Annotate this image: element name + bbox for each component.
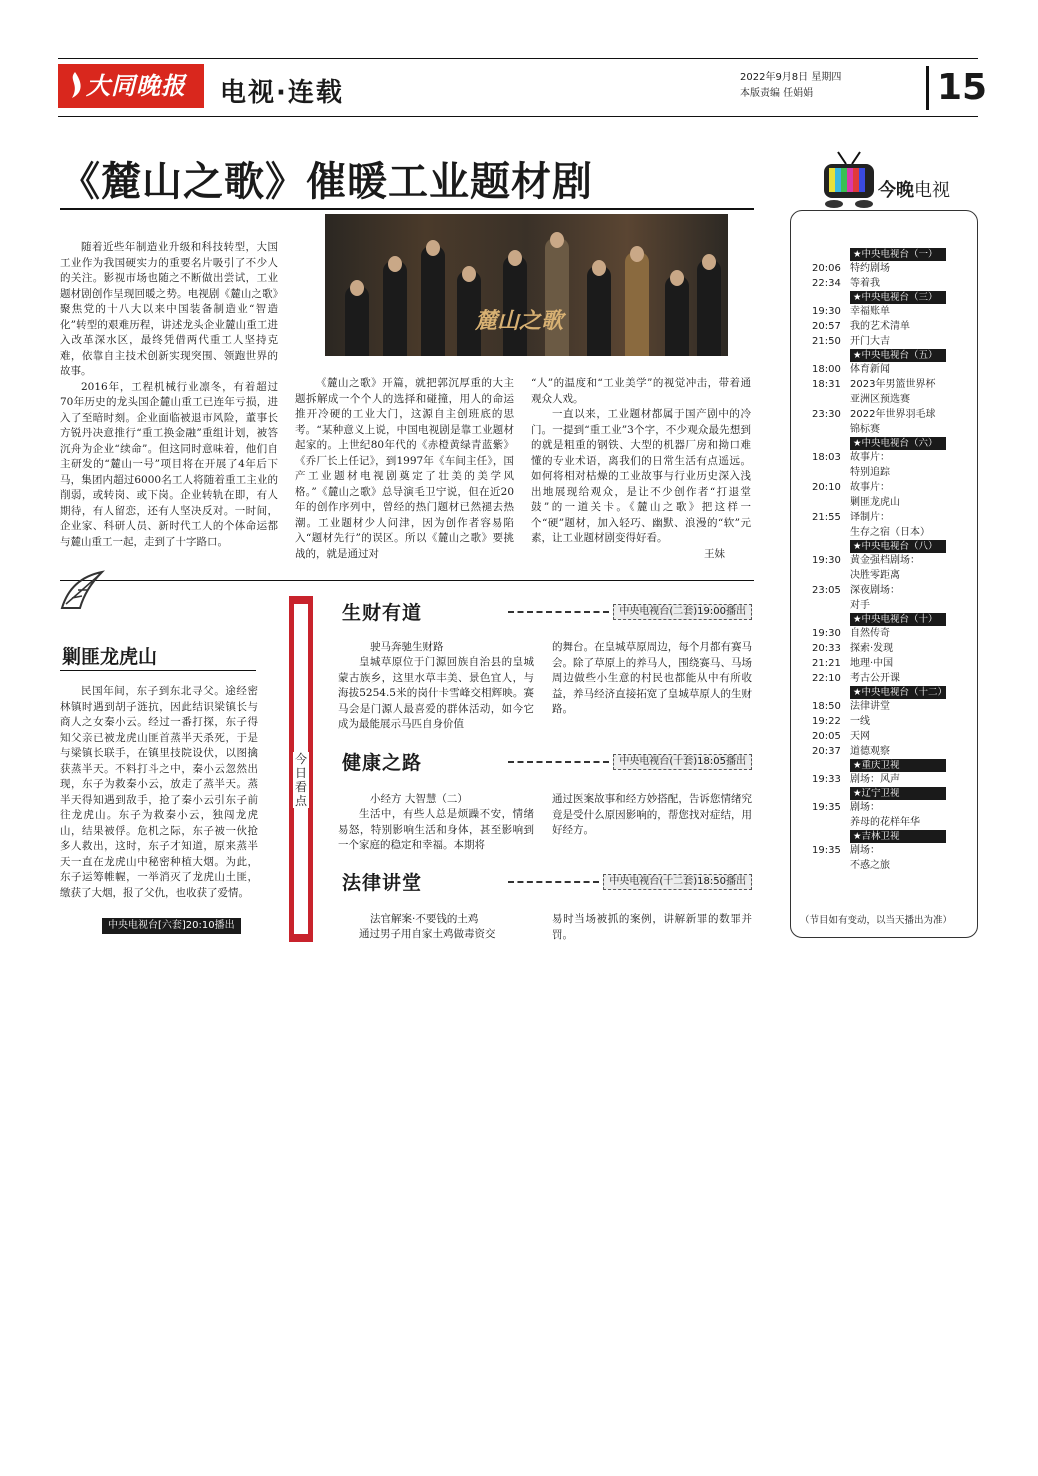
- program-name: 开门大吉: [850, 336, 890, 347]
- channel-header: ★中央电视台（六）: [850, 437, 946, 450]
- serial-paragraph: 民国年间，东子到东北寻父。途经密林镇时遇到胡子涟抗，因此结识梁镇长与商人之女秦小云。经过一番打探，东子得知父亲已被龙虎山匪首蒸半天杀死，于是与梁镇长联手，在镇里技院设伏，以图擒获蒸半天。不料打斗之中，秦小云忽然出现，东子为救秦小云，放走了蒸半天。蒸半天得知遇到敌手，抢了秦小云引东子前往龙虎山。东子为救秦小云，独闯龙虎山，结果被俘。危机之际，东子被一伙抢多人救出，这时，东子才知道，原来蒸半天一直在龙虎山中秘密种植大烟。为此，东子运筹帷幄，一举消灭了龙虎山土匪，缴获了大烟，报了父仇，也收获了爱情。: [60, 685, 258, 899]
- serial-title: 剿匪龙虎山: [62, 646, 158, 668]
- program-time: 20:06: [812, 263, 841, 274]
- program-dash-rule: [508, 881, 599, 883]
- program-time: 18:00: [812, 364, 841, 375]
- program-name: 2023年男篮世界杯: [850, 379, 936, 390]
- channel-header: ★中央电视台（十二）: [850, 686, 946, 699]
- program-time: 19:30: [812, 628, 841, 639]
- program-time: [800, 465, 850, 480]
- schedule-row: [800, 699, 970, 714]
- program-name: 体育新闻: [850, 364, 890, 375]
- channel-header: ★中央电视台（八）: [850, 540, 946, 553]
- article-headline: 《麓山之歌》催暖工业题材剧: [60, 158, 593, 205]
- program-broadcast-tag: 中央电视台(十套)18:05播出: [613, 754, 752, 770]
- schedule-row: [800, 362, 970, 377]
- program-dash-rule: [508, 611, 609, 613]
- program-time: 18:03: [812, 452, 841, 463]
- program-name: 生存之宿（日本）: [850, 527, 930, 538]
- schedule-row: [800, 510, 970, 525]
- flame-logo-icon: [64, 70, 86, 100]
- drama-poster-photo: [325, 214, 728, 356]
- schedule-row: [800, 626, 970, 641]
- schedule-row: [800, 465, 970, 480]
- schedule-note: （节目如有变动，以当天播出为准）: [800, 915, 953, 926]
- schedule-row: [800, 729, 970, 744]
- program-title: 法律讲堂: [342, 872, 423, 894]
- schedule-row: [800, 800, 970, 815]
- program-name: 剧场：: [850, 845, 880, 856]
- program-text-1: 生活中，有些人总是烦躁不安，情绪易怒，特别影响生活和身体，甚至影响到一个家庭的稳定和幸福。本期将: [338, 808, 534, 851]
- program-text-2: 通过医案故事和经方妙搭配，告诉您情绪究竟是受什么原因影响的，帮您找对症结，用好经方。: [552, 793, 752, 836]
- program-time: [800, 568, 850, 583]
- article-column-1: [60, 240, 278, 550]
- television-icon: [818, 150, 880, 210]
- program-name: 考古公开课: [850, 673, 900, 684]
- channel-header: ★辽宁卫视: [850, 787, 946, 800]
- program-name: 道德观察: [850, 746, 890, 757]
- program-time: [800, 525, 850, 540]
- schedule-row: [800, 641, 970, 656]
- schedule-row: [800, 671, 970, 686]
- article-author: 王妹: [704, 547, 725, 560]
- program-time: [800, 392, 850, 407]
- program-text-1: 通过男子用自家土鸡做毒资交: [359, 928, 496, 940]
- program-time: 19:33: [812, 774, 841, 785]
- poster-calligraphy: 麓山之歌: [475, 308, 564, 334]
- program-name: 幸福账单: [850, 306, 890, 317]
- program-block: [342, 868, 752, 895]
- program-name: 剧场：: [850, 802, 880, 813]
- program-name: 地理·中国: [850, 658, 894, 669]
- program-name: 特别追踪: [850, 467, 890, 478]
- program-name: 特约剧场: [850, 263, 890, 274]
- schedule-row: [800, 656, 970, 671]
- program-time: 23:30: [812, 409, 841, 420]
- program-name: 深夜剧场：: [850, 585, 900, 596]
- schedule-row: [800, 450, 970, 465]
- picks-label: 今日看点: [294, 752, 307, 808]
- program-time: 19:35: [812, 802, 841, 813]
- program-time: 19:30: [812, 306, 841, 317]
- logo-text: 大同晚报: [86, 72, 186, 100]
- date-editor: [740, 70, 841, 102]
- program-time: [800, 858, 850, 873]
- schedule-row: [800, 772, 970, 787]
- article-paragraph: 《麓山之歌》开篇，就把郭沉厚重的大主题拆解成一个个人的选择和碰撞，用人的命运推开冷硬的工业大门，这源自主创班底的思考。“某种意义上说，中国电视剧是靠工业题材起家的。上世纪80年代的《赤橙黄绿青蓝紫》《乔厂长上任记》，到1997年《车间主任》，国产工业题材电视剧奠定了壮美的美学风格。”《麓山之歌》总导演毛卫宁说，但在近20年的创作序列中，曾经的热门题材已然褪去热潮。工业题材少人问津，因为创作者容易陷入“题材先行”的误区。所以《麓山之歌》要挑战的，就是通过对: [295, 377, 514, 560]
- program-subtitle: 法官解案·不要钱的土鸡: [370, 913, 479, 925]
- schedule-row: [800, 422, 970, 437]
- schedule-row: [800, 480, 970, 495]
- program-name: 天网: [850, 731, 870, 742]
- program-time: [800, 422, 850, 437]
- page-number: 15: [926, 66, 987, 110]
- program-time: 19:35: [812, 845, 841, 856]
- schedule-row: [800, 319, 970, 334]
- channel-header: ★中央电视台（一）: [850, 248, 946, 261]
- program-name: 故事片：: [850, 482, 890, 493]
- program-title: 生财有道: [342, 602, 423, 624]
- serial-body: [60, 684, 258, 901]
- program-time: 21:50: [812, 336, 841, 347]
- program-name: 探索·发现: [850, 643, 894, 654]
- masthead-rule: [58, 116, 978, 117]
- leaf-ornament-icon: [58, 568, 106, 612]
- program-name: 2022年世界羽毛球: [850, 409, 936, 420]
- serial-title-rule: [60, 670, 256, 671]
- issue-date: 2022年9月8日 星期四: [740, 72, 842, 83]
- program-subtitle: 小经方 大智慧（二）: [370, 793, 468, 805]
- program-time: [800, 598, 850, 613]
- schedule-row: [800, 495, 970, 510]
- schedule-row: [800, 744, 970, 759]
- program-name: 故事片：: [850, 452, 890, 463]
- program-broadcast-tag: 中央电视台(二套)19:00播出: [613, 604, 752, 620]
- schedule-row: [800, 843, 970, 858]
- schedule-row: [800, 304, 970, 319]
- program-name: 剿匪龙虎山: [850, 497, 900, 508]
- program-time: 20:05: [812, 731, 841, 742]
- program-name: 锦标赛: [850, 424, 880, 435]
- section-title: 电视·连载: [220, 78, 344, 108]
- program-name: 译制片：: [850, 512, 890, 523]
- schedule-row: [800, 568, 970, 583]
- program-name: 我的艺术清单: [850, 321, 910, 332]
- program-time: 20:10: [812, 482, 841, 493]
- schedule-row: [800, 553, 970, 568]
- schedule-row: [800, 525, 970, 540]
- schedule-row: [800, 858, 970, 873]
- article-paragraph: 随着近些年制造业升级和科技转型，大国工业作为我国硬实力的重要名片吸引了不少人的关注。影视市场也随之不断做出尝试，工业题材剧创作呈现回暖之势。电视剧《麓山之歌》聚焦党的十八大以来中国装备制造业“智造化”转型的艰难历程，讲述龙头企业麓山重工进入改革深水区，最终凭借两代重工人坚持克难，依靠自主技术创新实现突围、领跑世界的故事。: [60, 241, 278, 377]
- channel-header: ★吉林卫视: [850, 830, 946, 843]
- schedule-row: [800, 334, 970, 349]
- program-time: 20:33: [812, 643, 841, 654]
- program-time: 19:30: [812, 555, 841, 566]
- serial-broadcast-tag: 中央电视台[六套]20:10播出: [102, 918, 241, 934]
- top-rule: [58, 58, 978, 59]
- channel-header: ★中央电视台（三）: [850, 291, 946, 304]
- schedule-row: [800, 583, 970, 598]
- newspaper-logo: [58, 64, 204, 108]
- program-time: 21:55: [812, 512, 841, 523]
- program-dash-rule: [508, 761, 609, 763]
- headline-rule: [60, 208, 754, 210]
- program-time: 21:21: [812, 658, 841, 669]
- program-name: 自然传奇: [850, 628, 890, 639]
- program-text-1: 皇城草原位于门源回族自治县的皇城蒙古族乡，这里水草丰美、景色宜人，与海拔5254.5米的岗什卡雪峰交相辉映。赛马会是门源人最喜爱的群体活动，如今它成为最能展示马匹自身价值: [338, 656, 534, 730]
- article-paragraph: “人”的温度和“工业美学”的视觉冲击，带着通观众人戏。: [531, 377, 751, 405]
- program-time: [800, 495, 850, 510]
- program-name: 黄金强档剧场：: [850, 555, 920, 566]
- program-time: 22:34: [812, 278, 841, 289]
- program-name: 对手: [850, 600, 870, 611]
- program-time: 20:37: [812, 746, 841, 757]
- schedule-row: [800, 261, 970, 276]
- tv-schedule: [800, 248, 970, 873]
- article-column-2: [295, 376, 514, 562]
- channel-header: ★中央电视台（十）: [850, 613, 946, 626]
- program-name: 法律讲堂: [850, 701, 890, 712]
- program-block: [342, 598, 752, 625]
- article-bottom-rule: [60, 580, 754, 581]
- program-text-2: 的舞台。在皇城草原周边，每个月都有赛马会。除了草原上的养马人，围绕赛马、马场周边做些小生意的村民也都能从中有所收益，养马经济直接拓宽了皇城草原人的生财路。: [552, 641, 752, 715]
- program-time: 22:10: [812, 673, 841, 684]
- schedule-row: [800, 276, 970, 291]
- program-text-2: 易时当场被抓的案例，讲解新罪的数罪并罚。: [552, 913, 752, 941]
- schedule-row: [800, 392, 970, 407]
- program-title: 健康之路: [342, 752, 423, 774]
- program-time: [800, 815, 850, 830]
- program-name: 剧场：风声: [850, 774, 900, 785]
- program-broadcast-tag: 中央电视台(十二套)18:50播出: [603, 874, 752, 890]
- program-time: 18:31: [812, 379, 841, 390]
- program-block: [342, 748, 752, 775]
- schedule-row: [800, 815, 970, 830]
- article-paragraph: 一直以来，工业题材都属于国产剧中的冷门。一提到“重工业”3个字，不少观众最先想到的就是粗重的钢铁、大型的机器厂房和拗口难懂的专业术语，离我们的日常生活有点遥远。如何将相对枯燥的工业故事与行业历史深入浅出地展现给观众，是让不少创作者“打退堂鼓”的一道关卡。《麓山之歌》把这样一个“硬”题材，加入轻巧、幽默、浪漫的“软”元素，让工业题材剧变得好看。: [531, 408, 751, 544]
- program-name: 不惑之旅: [850, 860, 890, 871]
- program-time: 18:50: [812, 701, 841, 712]
- program-time: 20:57: [812, 321, 841, 332]
- program-name: 等着我: [850, 278, 880, 289]
- editor-line: 本版责编 任娟娟: [740, 88, 814, 99]
- article-column-3: [531, 376, 751, 562]
- channel-header: ★中央电视台（五）: [850, 349, 946, 362]
- program-time: 23:05: [812, 585, 841, 596]
- schedule-row: [800, 714, 970, 729]
- schedule-row: [800, 407, 970, 422]
- program-name: 一线: [850, 716, 870, 727]
- schedule-row: [800, 598, 970, 613]
- program-name: 亚洲区预选赛: [850, 394, 910, 405]
- channel-header: ★重庆卫视: [850, 759, 946, 772]
- program-subtitle: 驶马奔驰生财路: [370, 641, 444, 653]
- program-name: 养母的花样年华: [850, 817, 920, 828]
- tonight-tv-label: 今晚电视: [878, 180, 950, 201]
- schedule-row: [800, 377, 970, 392]
- program-name: 决胜零距离: [850, 570, 900, 581]
- program-time: 19:22: [812, 716, 841, 727]
- article-paragraph: 2016年，工程机械行业凛冬，有着超过70年历史的龙头国企麓山重工已连年亏损，进入了至暗时刻。企业面临被退市风险，董事长方锐丹决意推行“重工换金融”重组计划，被答沉舟为企业“续命”。但这同时意味着，他们自主研发的“麓山一号”项目将在开展了4年后下马，集团内超过6000名工人将随着重工主业的削弱，或转岗、或下岗。企业转轨在即，有人期待，有人留恋，还有人坚决反对。一时间，企业家、科研人员、新时代工人的个体命运都与麓山重工一起，走到了十字路口。: [60, 380, 278, 548]
